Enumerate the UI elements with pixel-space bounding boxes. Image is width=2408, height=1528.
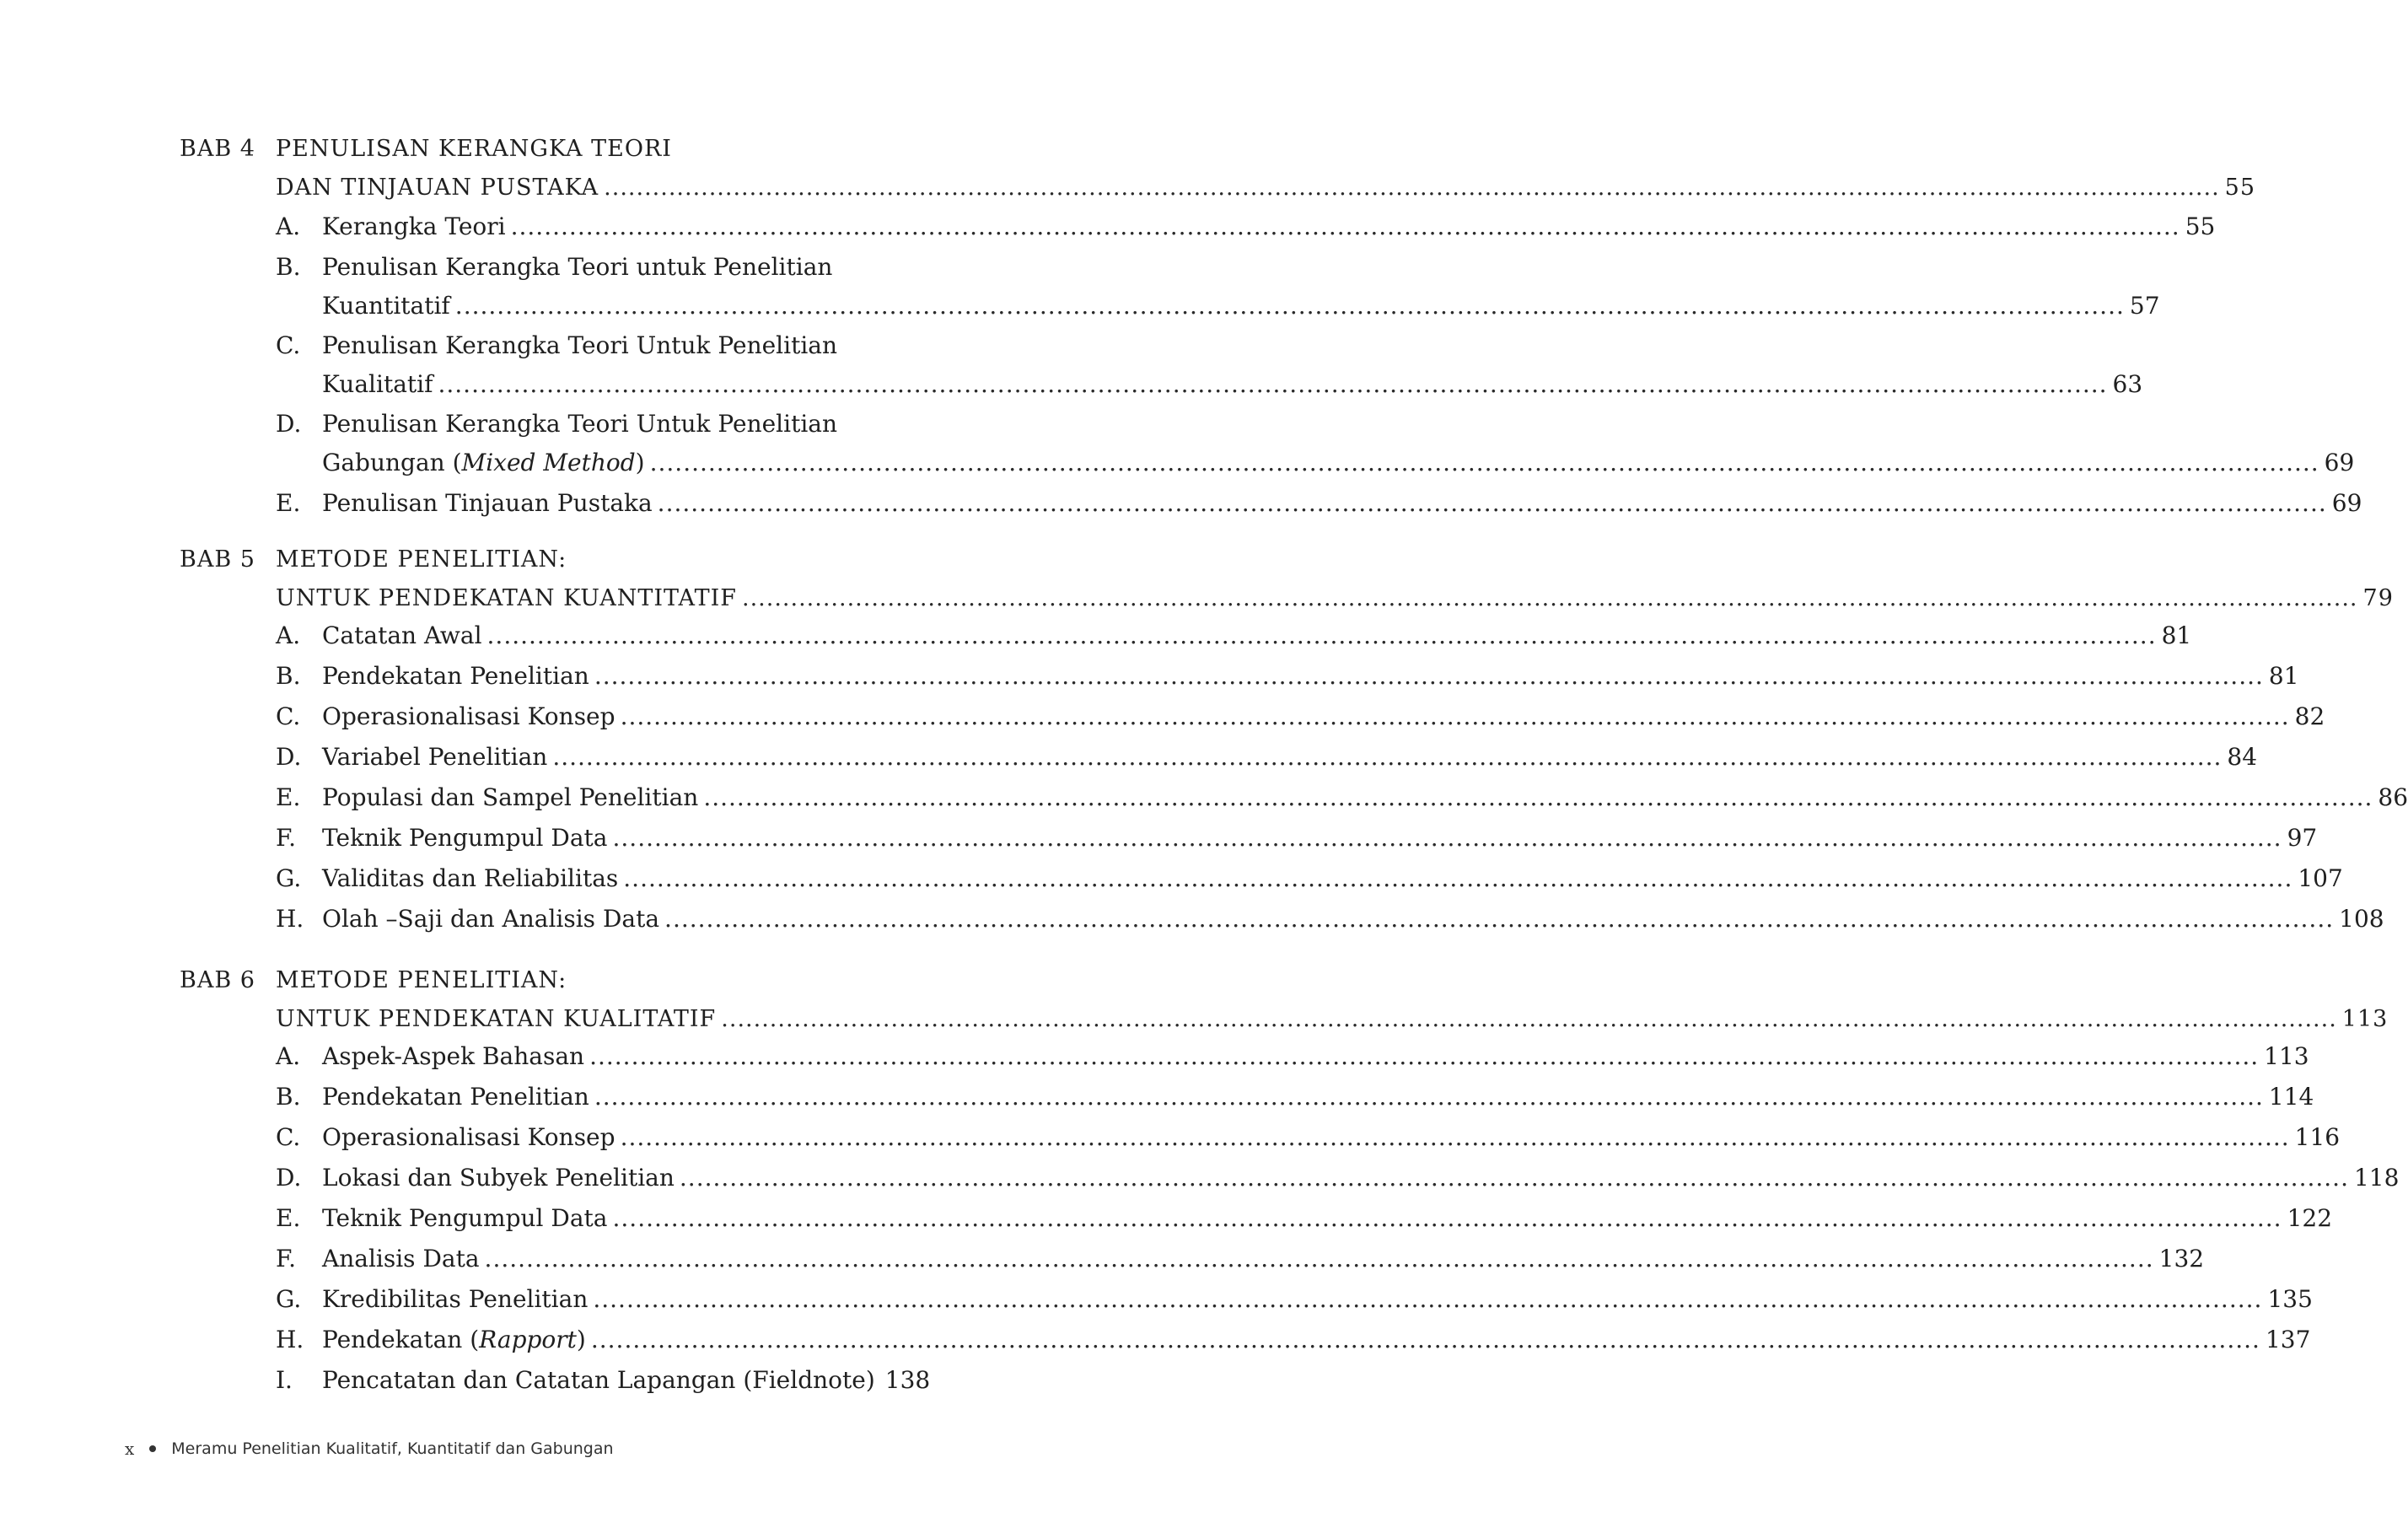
chapter-title-line2: UNTUK PENDEKATAN KUALITATIF <box>276 1006 717 1032</box>
section-letter: C. <box>276 1123 301 1151</box>
dot-leader: ........................................................................................................................................................................................................ <box>454 292 2125 320</box>
dot-leader: ........................................................................................................................................................................................................ <box>438 370 2108 398</box>
section-letter: C. <box>276 702 301 730</box>
section-title: Populasi dan Sampel Penelitian <box>322 783 699 811</box>
dot-leader: ........................................................................................................................................................................................................ <box>594 662 2264 690</box>
section-title-line2: Kuantitatif <box>322 292 450 320</box>
dot-leader: ........................................................................................................................................................................................................ <box>657 489 2327 517</box>
page-number: 116 <box>2294 1123 2341 1151</box>
section-title: Penulisan Kerangka Teori Untuk Penelitian <box>322 331 838 359</box>
section-letter: D. <box>276 410 302 438</box>
section-letter: I. <box>276 1366 293 1394</box>
page-number: 138 <box>884 1366 931 1394</box>
page-number: 107 <box>2298 864 2343 892</box>
chapter-title: METODE PENELITIAN: <box>276 546 567 573</box>
section-letter: D. <box>276 743 302 771</box>
toc-entry[interactable] <box>322 697 2325 736</box>
section-title: Teknik Pengumpul Data <box>322 1204 608 1232</box>
toc-entry[interactable] <box>322 1240 2205 1278</box>
toc-entry[interactable] <box>322 1280 2313 1319</box>
dot-leader: ........................................................................................................................................................................................................ <box>721 1006 2337 1032</box>
section-title: Operasionalisasi Konsep <box>322 702 615 730</box>
toc-entry[interactable] <box>322 1199 2333 1238</box>
page-number: 114 <box>2268 1083 2314 1111</box>
section-letter: C. <box>276 331 301 359</box>
section-letter: A. <box>276 213 301 240</box>
page-number: 69 <box>2331 489 2362 517</box>
page-number: 132 <box>2158 1245 2205 1272</box>
page-number: 69 <box>2324 449 2355 476</box>
section-letter: F. <box>276 1245 296 1272</box>
toc-entry[interactable] <box>276 1000 2389 1039</box>
page-number: 113 <box>2264 1042 2309 1070</box>
mixed-method-italic: Mixed Method <box>461 449 636 476</box>
section-title: Operasionalisasi Konsep <box>322 1123 615 1151</box>
toc-entry[interactable] <box>322 900 2384 939</box>
page-number: 57 <box>2129 292 2160 320</box>
section-title: Variabel Penelitian <box>322 743 548 771</box>
section-letter: B. <box>276 662 301 690</box>
page-number: 135 <box>2267 1285 2313 1313</box>
toc-entry[interactable] <box>276 169 2256 207</box>
section-letter: B. <box>276 1083 301 1111</box>
toc-entry[interactable] <box>322 657 2299 696</box>
toc-entry[interactable] <box>322 616 2192 655</box>
chapter-title: METODE PENELITIAN: <box>276 967 567 993</box>
page-number: 55 <box>2185 213 2216 240</box>
section-title: Penulisan Tinjauan Pustaka <box>322 489 653 517</box>
toc-entry[interactable] <box>322 1159 2400 1197</box>
section-title-line2: Kualitatif <box>322 370 433 398</box>
toc-entry[interactable] <box>322 738 2258 777</box>
section-title: Kredibilitas Penelitian <box>322 1285 589 1313</box>
toc-entry[interactable] <box>322 287 2160 326</box>
dot-leader: ........................................................................................................................................................................................................ <box>589 1042 2260 1070</box>
section-title: Olah –Saji dan Analisis Data <box>322 905 660 933</box>
section-letter: E. <box>276 489 301 517</box>
dot-leader: ........................................................................................................................................................................................................ <box>612 824 2282 852</box>
chapter-title: PENULISAN KERANGKA TEORI <box>276 136 672 162</box>
page-number-roman: x <box>125 1439 135 1459</box>
section-title: Pendekatan (Rapport) <box>322 1326 586 1353</box>
section-title: Penulisan Kerangka Teori Untuk Penelitian <box>322 410 838 438</box>
page-number: 137 <box>2265 1326 2311 1353</box>
dot-leader: ........................................................................................................................................................................................................ <box>486 621 2157 649</box>
page-footer <box>125 1439 614 1459</box>
toc-entry[interactable] <box>322 207 2216 246</box>
section-title: Penulisan Kerangka Teori untuk Penelitian <box>322 253 833 281</box>
chapter-number: BAB 6 <box>180 967 255 993</box>
section-title: Pendekatan Penelitian <box>322 662 589 690</box>
toc-entry[interactable] <box>322 778 2408 817</box>
page-number: 81 <box>2161 621 2192 649</box>
dot-leader: ........................................................................................................................................................................................................ <box>742 585 2358 611</box>
dot-leader: ........................................................................................................................................................................................................ <box>590 1326 2260 1353</box>
toc-entry[interactable] <box>322 1361 931 1400</box>
page-number: 84 <box>2227 743 2258 771</box>
section-letter: H. <box>276 1326 304 1353</box>
chapter-title-line2: DAN TINJAUAN PUSTAKA <box>276 175 599 201</box>
bullet-icon <box>149 1445 156 1452</box>
page-number: 79 <box>2362 585 2394 611</box>
chapter-number: BAB 5 <box>180 546 255 573</box>
page-number: 81 <box>2268 662 2299 690</box>
section-letter: E. <box>276 1204 301 1232</box>
section-letter: D. <box>276 1164 302 1192</box>
page-number: 108 <box>2339 905 2384 933</box>
dot-leader: ........................................................................................................................................................................................................ <box>510 213 2180 240</box>
toc-entry[interactable] <box>322 859 2343 898</box>
dot-leader: ........................................................................................................................................................................................................ <box>620 1123 2290 1151</box>
section-title: Analisis Data <box>322 1245 480 1272</box>
toc-entry[interactable] <box>322 1078 2314 1116</box>
dot-leader: ........................................................................................................................................................................................................ <box>593 1285 2263 1313</box>
page-number: 55 <box>2224 175 2256 201</box>
section-letter: F. <box>276 824 296 852</box>
page-number: 118 <box>2353 1164 2400 1192</box>
rapport-italic: Rapport <box>479 1326 577 1353</box>
dot-leader: ........................................................................................................................................................................................................ <box>604 175 2220 201</box>
toc-entry[interactable] <box>322 1037 2309 1076</box>
section-title: Pendekatan Penelitian <box>322 1083 589 1111</box>
chapter-number: BAB 4 <box>180 136 255 162</box>
section-letter: G. <box>276 1285 302 1313</box>
chapter-title-line2: UNTUK PENDEKATAN KUANTITATIF <box>276 585 737 611</box>
section-title: Teknik Pengumpul Data <box>322 824 608 852</box>
dot-leader: ........................................................................................................................................................................................................ <box>649 449 2319 476</box>
section-title: Aspek-Aspek Bahasan <box>322 1042 585 1070</box>
dot-leader: ........................................................................................................................................................................................................ <box>594 1083 2264 1111</box>
page-number: 63 <box>2112 370 2143 398</box>
section-title: Pencatatan dan Catatan Lapangan (Fieldnote) <box>322 1366 875 1394</box>
page-number: 122 <box>2287 1204 2333 1232</box>
page-number: 97 <box>2287 824 2318 852</box>
section-title: Kerangka Teori <box>322 213 506 240</box>
section-letter: A. <box>276 1042 301 1070</box>
toc-entry[interactable] <box>322 1118 2341 1157</box>
toc-entry[interactable] <box>322 819 2318 858</box>
toc-entry[interactable] <box>322 1321 2311 1359</box>
section-letter: E. <box>276 783 301 811</box>
section-title: Catatan Awal <box>322 621 482 649</box>
section-letter: H. <box>276 905 304 933</box>
toc-entry[interactable] <box>276 579 2394 618</box>
toc-entry[interactable] <box>322 444 2355 482</box>
page-number: 113 <box>2341 1006 2389 1032</box>
dot-leader: ........................................................................................................................................................................................................ <box>664 905 2335 933</box>
dot-leader: ........................................................................................................................................................................................................ <box>484 1245 2154 1272</box>
dot-leader: ........................................................................................................................................................................................................ <box>552 743 2223 771</box>
dot-leader: ........................................................................................................................................................................................................ <box>679 1164 2349 1192</box>
page-number: 86 <box>2378 783 2408 811</box>
section-title-line2: Gabungan (Mixed Method) <box>322 449 645 476</box>
section-letter: G. <box>276 864 302 892</box>
section-letter: B. <box>276 253 301 281</box>
dot-leader: ........................................................................................................................................................................................................ <box>620 702 2290 730</box>
toc-entry[interactable] <box>322 365 2143 404</box>
page-number: 82 <box>2294 702 2325 730</box>
dot-leader: ........................................................................................................................................................................................................ <box>703 783 2373 811</box>
section-letter: A. <box>276 621 301 649</box>
section-title: Lokasi dan Subyek Penelitian <box>322 1164 675 1192</box>
dot-leader: ........................................................................................................................................................................................................ <box>623 864 2293 892</box>
toc-entry[interactable] <box>322 484 2362 523</box>
dot-leader: ........................................................................................................................................................................................................ <box>612 1204 2282 1232</box>
running-title: Meramu Penelitian Kualitatif, Kuantitatif dan Gabungan <box>171 1439 614 1458</box>
section-title: Validitas dan Reliabilitas <box>322 864 619 892</box>
